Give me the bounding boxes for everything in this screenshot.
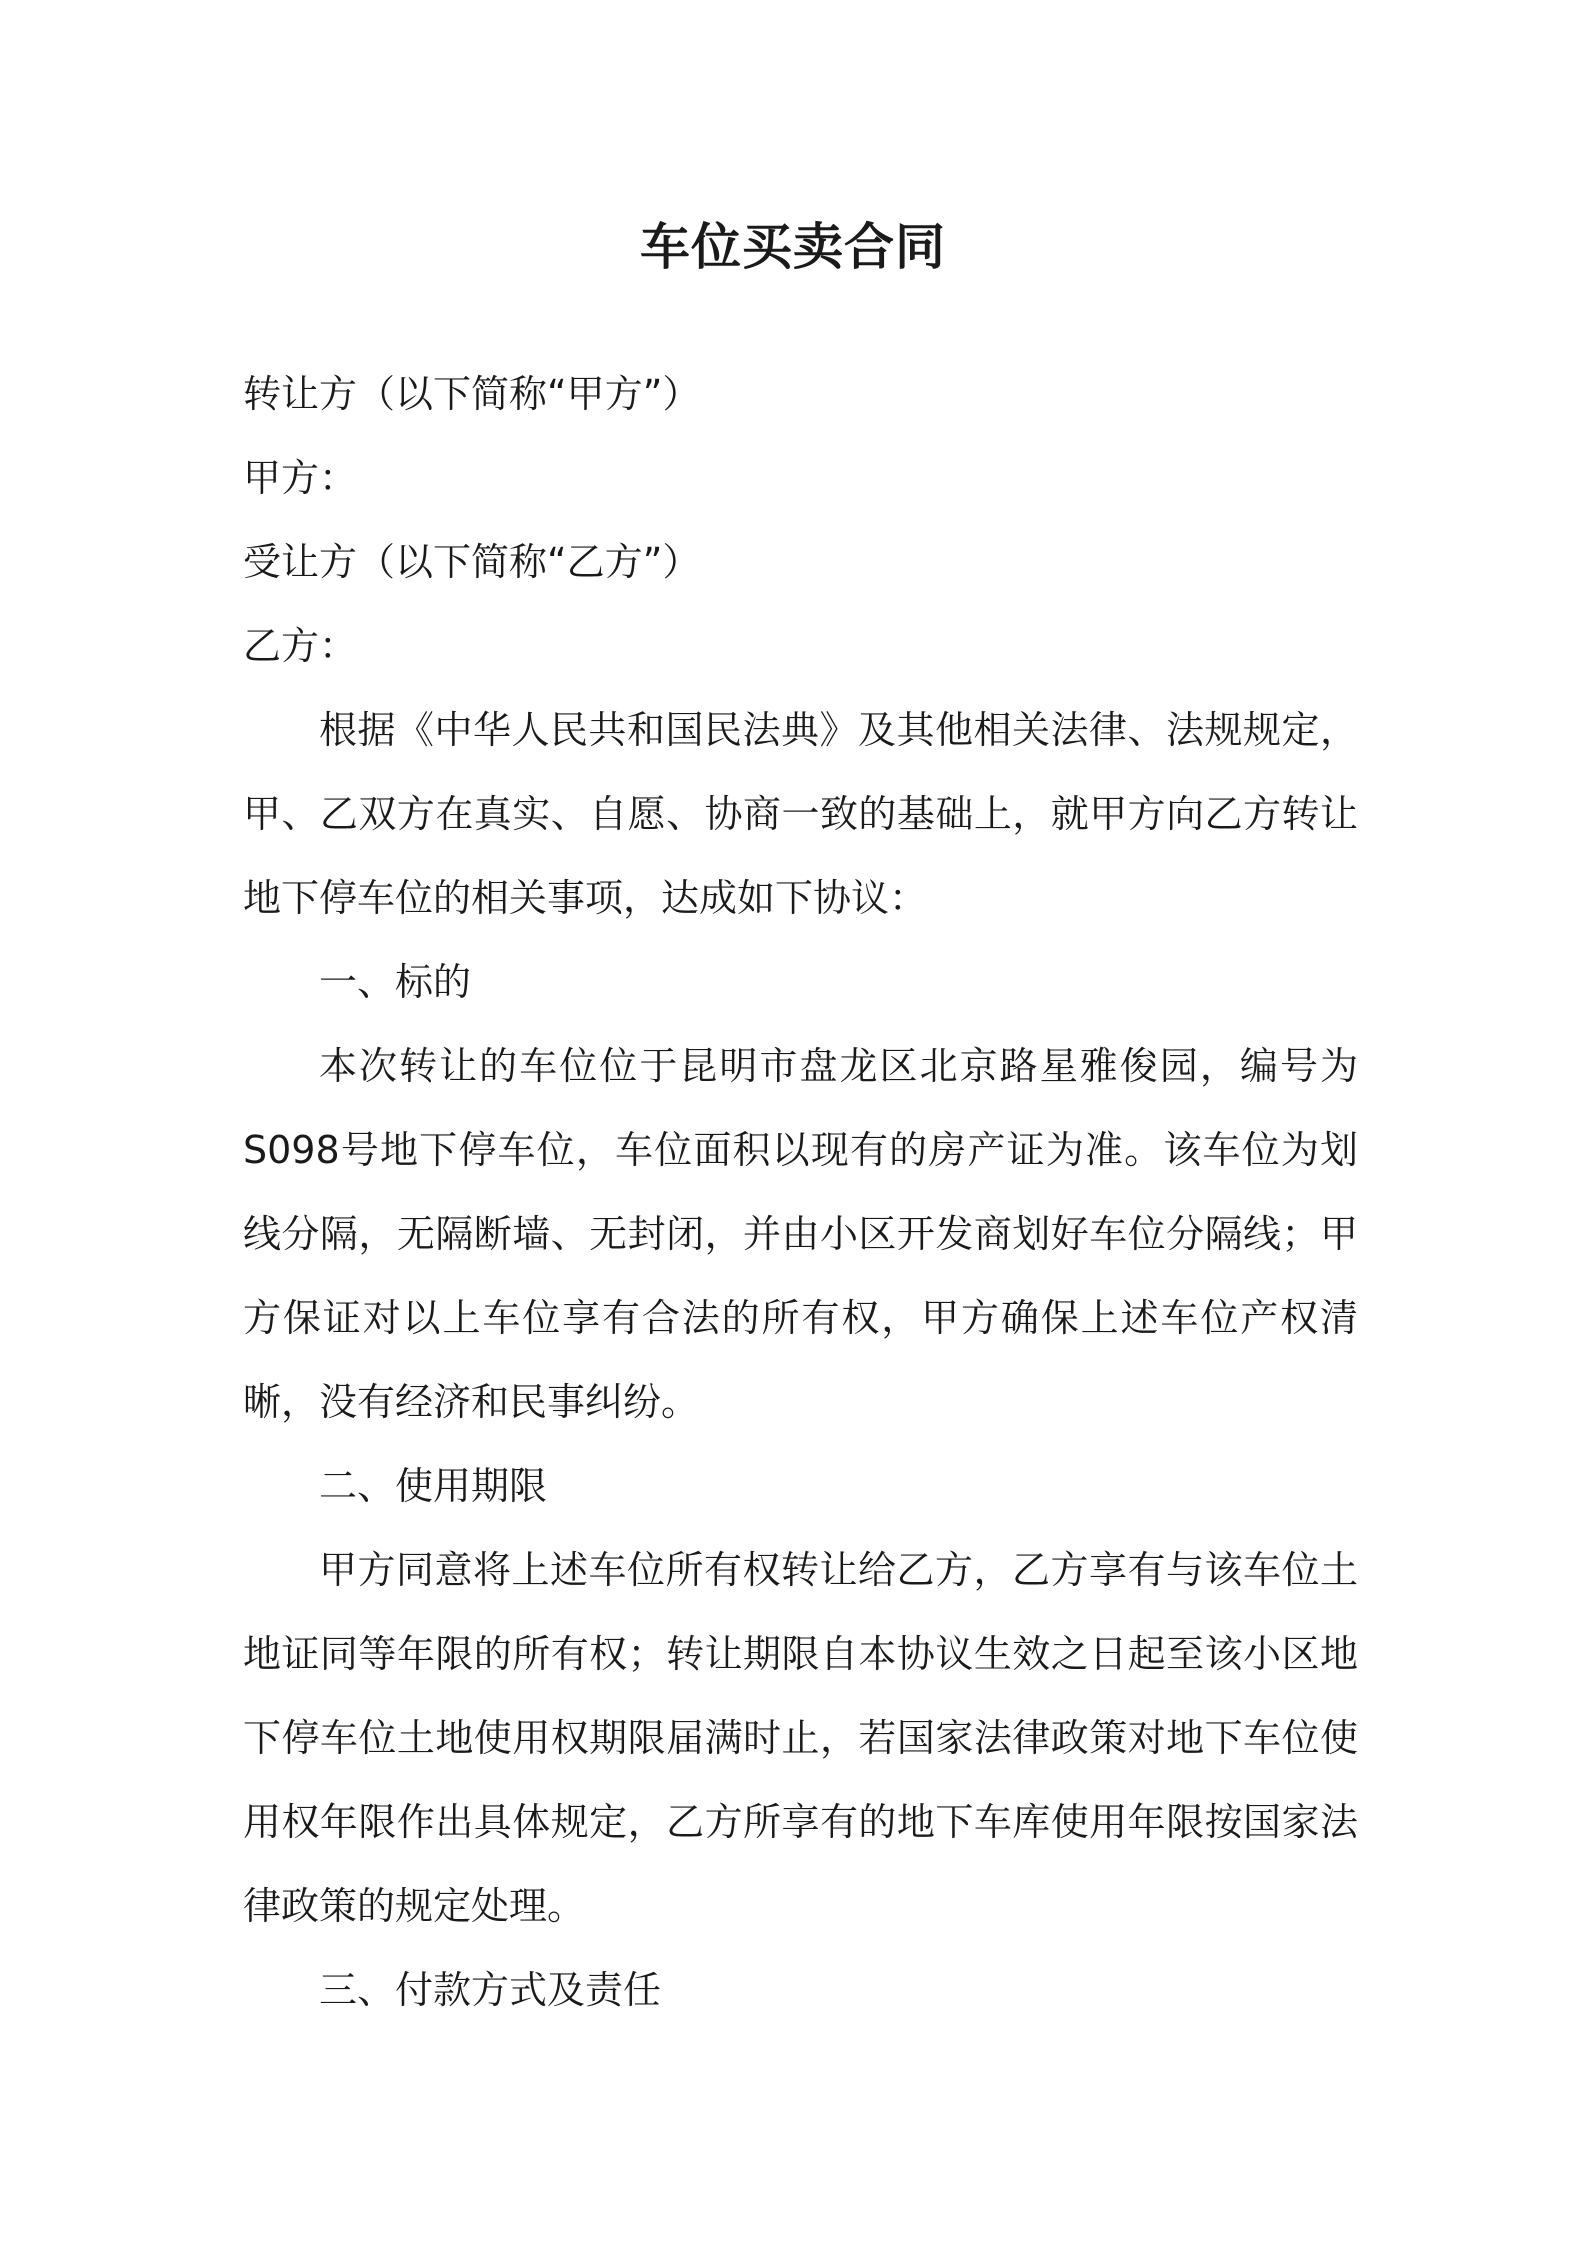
party-a-label: 甲方： <box>243 456 358 500</box>
section-body-subject: 本次转让的车位位于昆明市盘龙区北京路星雅俊园，编号为S098号地下停车位，车位面积以现有的房产证为准。该车位为划线分隔，无隔断墙、无封闭，并由小区开发商划好车位分隔线；甲方保证对以上车位享有合法的所有权，甲方确保上述车位产权清晰，没有经济和民事纠纷。 <box>243 1044 1358 1424</box>
party-b-intro: 受让方（以下简称“乙方”） <box>243 540 701 584</box>
party-a-intro: 转让方（以下简称“甲方”） <box>243 372 701 416</box>
document-title: 车位买卖合同 <box>640 218 946 276</box>
section-heading-payment: 三、付款方式及责任 <box>319 1968 662 2012</box>
party-b-label: 乙方： <box>243 624 358 668</box>
preamble-paragraph: 根据《中华人民共和国民法典》及其他相关法律、法规规定，甲、乙双方在真实、自愿、协商一致的基础上，就甲方向乙方转让地下停车位的相关事项，达成如下协议： <box>243 708 1358 920</box>
section-body-term: 甲方同意将上述车位所有权转让给乙方，乙方享有与该车位土地证同等年限的所有权；转让期限自本协议生效之日起至该小区地下停车位土地使用权期限届满时止，若国家法律政策对地下车位使用权年限作出具体规定，乙方所享有的地下车库使用年限按国家法律政策的规定处理。 <box>243 1548 1358 1928</box>
section-heading-subject: 一、标的 <box>319 960 472 1004</box>
section-heading-term: 二、使用期限 <box>319 1464 548 1508</box>
